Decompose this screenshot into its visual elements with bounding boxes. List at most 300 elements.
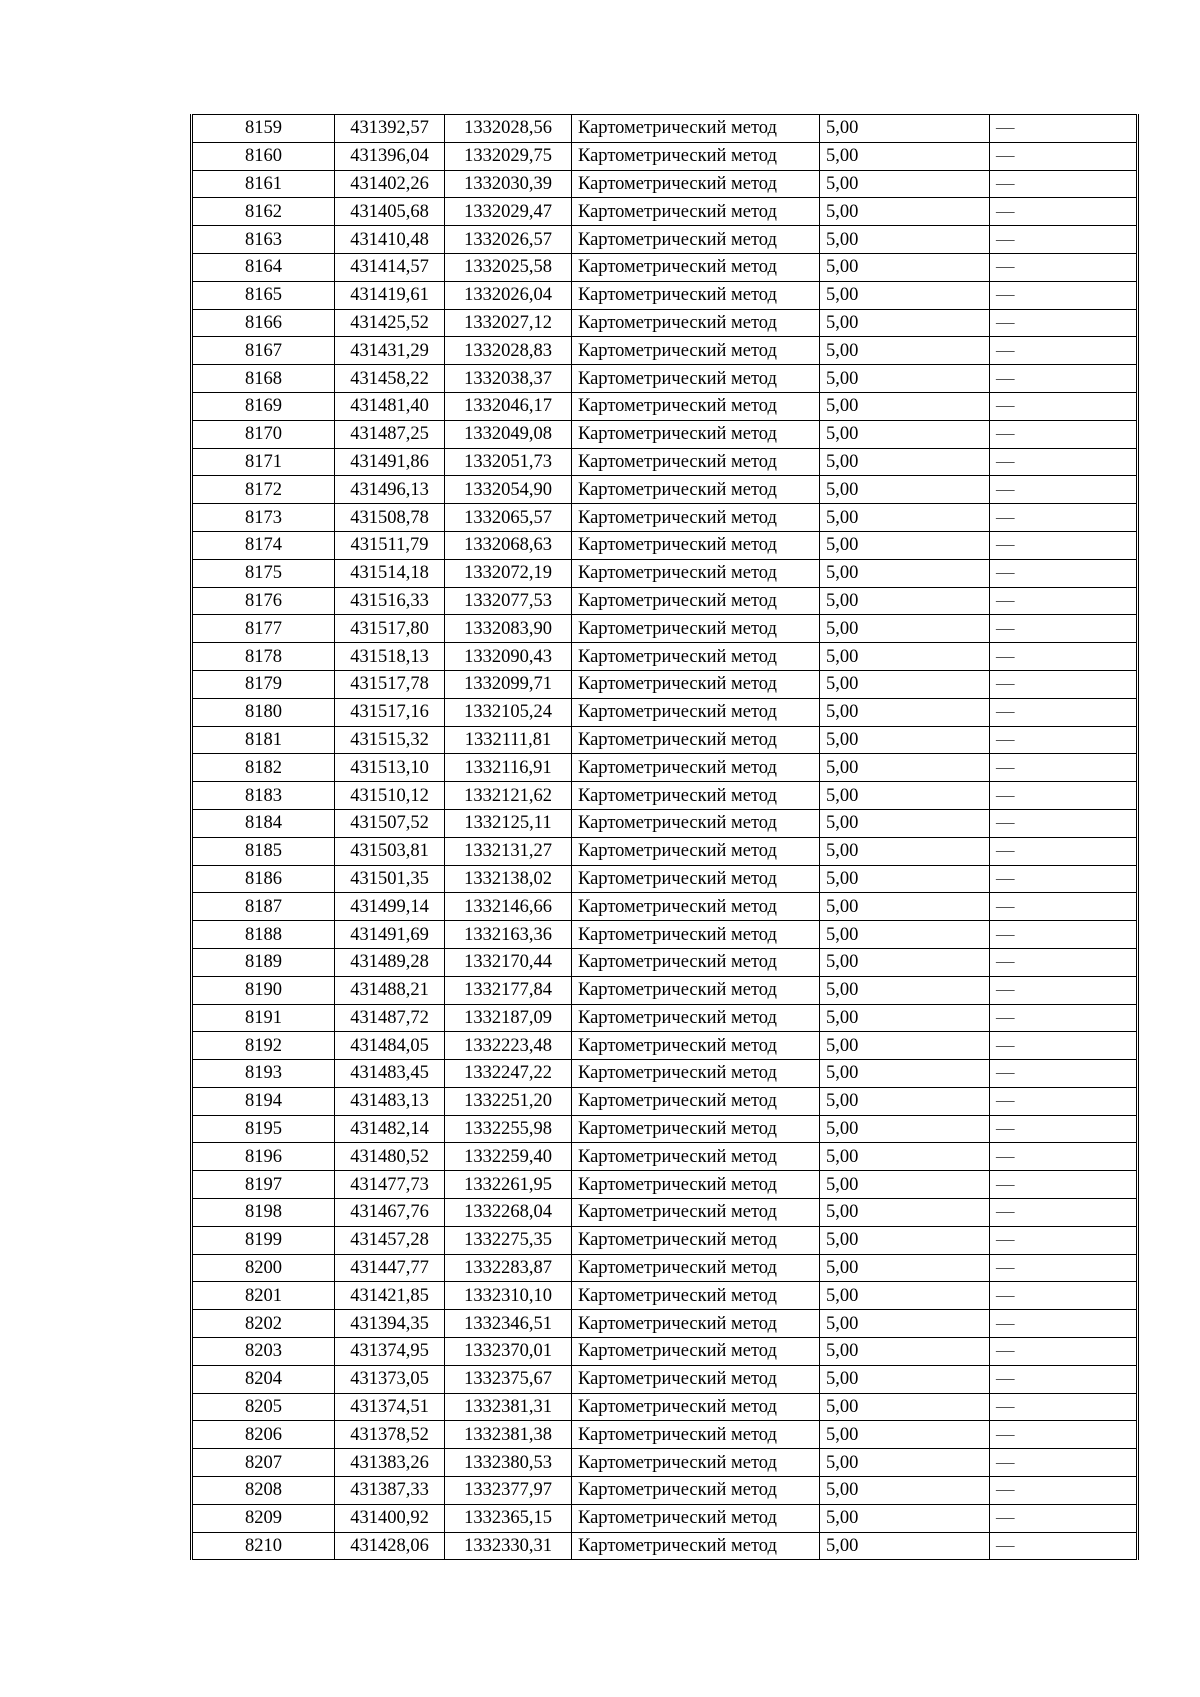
note-cell: —: [990, 670, 1138, 698]
table-row: [192, 782, 1138, 810]
table-row: [192, 1171, 1138, 1199]
accuracy-cell: 5,00: [820, 1254, 990, 1282]
x-coordinate-cell: 431457,28: [335, 1226, 445, 1254]
point-number-cell: 8178: [192, 643, 335, 671]
point-number-cell: 8160: [192, 142, 335, 170]
y-coordinate-cell: 1332381,31: [445, 1393, 572, 1421]
method-cell: Картометрический метод: [572, 976, 820, 1004]
note-cell: —: [990, 198, 1138, 226]
note-cell: —: [990, 1310, 1138, 1338]
y-coordinate-cell: 1332247,22: [445, 1060, 572, 1088]
point-number-cell: 8209: [192, 1504, 335, 1532]
x-coordinate-cell: 431491,86: [335, 448, 445, 476]
accuracy-cell: 5,00: [820, 115, 990, 143]
x-coordinate-cell: 431467,76: [335, 1199, 445, 1227]
x-coordinate-cell: 431383,26: [335, 1449, 445, 1477]
x-coordinate-cell: 431517,16: [335, 698, 445, 726]
point-number-cell: 8187: [192, 893, 335, 921]
method-cell: Картометрический метод: [572, 142, 820, 170]
table-row: [192, 837, 1138, 865]
method-cell: Картометрический метод: [572, 1254, 820, 1282]
x-coordinate-cell: 431402,26: [335, 170, 445, 198]
point-number-cell: 8176: [192, 587, 335, 615]
y-coordinate-cell: 1332131,27: [445, 837, 572, 865]
method-cell: Картометрический метод: [572, 337, 820, 365]
table-row: [192, 1143, 1138, 1171]
accuracy-cell: 5,00: [820, 1449, 990, 1477]
method-cell: Картометрический метод: [572, 809, 820, 837]
y-coordinate-cell: 1332030,39: [445, 170, 572, 198]
accuracy-cell: 5,00: [820, 1171, 990, 1199]
point-number-cell: 8200: [192, 1254, 335, 1282]
x-coordinate-cell: 431428,06: [335, 1532, 445, 1560]
y-coordinate-cell: 1332051,73: [445, 448, 572, 476]
point-number-cell: 8199: [192, 1226, 335, 1254]
table-row: [192, 1310, 1138, 1338]
coordinates-table: [190, 114, 1139, 1560]
table-row: [192, 643, 1138, 671]
method-cell: Картометрический метод: [572, 893, 820, 921]
point-number-cell: 8182: [192, 754, 335, 782]
accuracy-cell: 5,00: [820, 837, 990, 865]
table-row: [192, 198, 1138, 226]
point-number-cell: 8198: [192, 1199, 335, 1227]
accuracy-cell: 5,00: [820, 754, 990, 782]
table-row: [192, 1504, 1138, 1532]
method-cell: Картометрический метод: [572, 1477, 820, 1505]
table-row: [192, 615, 1138, 643]
point-number-cell: 8175: [192, 559, 335, 587]
y-coordinate-cell: 1332025,58: [445, 253, 572, 281]
x-coordinate-cell: 431447,77: [335, 1254, 445, 1282]
point-number-cell: 8206: [192, 1421, 335, 1449]
method-cell: Картометрический метод: [572, 1004, 820, 1032]
accuracy-cell: 5,00: [820, 615, 990, 643]
method-cell: Картометрический метод: [572, 1032, 820, 1060]
method-cell: Картометрический метод: [572, 865, 820, 893]
method-cell: Картометрический метод: [572, 559, 820, 587]
y-coordinate-cell: 1332125,11: [445, 809, 572, 837]
table-row: [192, 1004, 1138, 1032]
x-coordinate-cell: 431483,45: [335, 1060, 445, 1088]
accuracy-cell: 5,00: [820, 1115, 990, 1143]
note-cell: —: [990, 1532, 1138, 1560]
method-cell: Картометрический метод: [572, 1226, 820, 1254]
x-coordinate-cell: 431516,33: [335, 587, 445, 615]
note-cell: —: [990, 698, 1138, 726]
x-coordinate-cell: 431414,57: [335, 253, 445, 281]
accuracy-cell: 5,00: [820, 726, 990, 754]
y-coordinate-cell: 1332377,97: [445, 1477, 572, 1505]
table-row: [192, 253, 1138, 281]
accuracy-cell: 5,00: [820, 893, 990, 921]
y-coordinate-cell: 1332275,35: [445, 1226, 572, 1254]
accuracy-cell: 5,00: [820, 476, 990, 504]
point-number-cell: 8171: [192, 448, 335, 476]
point-number-cell: 8205: [192, 1393, 335, 1421]
y-coordinate-cell: 1332090,43: [445, 643, 572, 671]
method-cell: Картометрический метод: [572, 921, 820, 949]
method-cell: Картометрический метод: [572, 587, 820, 615]
table-row: [192, 1532, 1138, 1560]
x-coordinate-cell: 431480,52: [335, 1143, 445, 1171]
note-cell: —: [990, 559, 1138, 587]
accuracy-cell: 5,00: [820, 670, 990, 698]
method-cell: Картометрический метод: [572, 531, 820, 559]
table-row: [192, 392, 1138, 420]
point-number-cell: 8203: [192, 1338, 335, 1366]
method-cell: Картометрический метод: [572, 1449, 820, 1477]
point-number-cell: 8168: [192, 365, 335, 393]
method-cell: Картометрический метод: [572, 754, 820, 782]
table-row: [192, 1421, 1138, 1449]
method-cell: Картометрический метод: [572, 948, 820, 976]
y-coordinate-cell: 1332068,63: [445, 531, 572, 559]
y-coordinate-cell: 1332163,36: [445, 921, 572, 949]
point-number-cell: 8201: [192, 1282, 335, 1310]
x-coordinate-cell: 431517,78: [335, 670, 445, 698]
table-row: [192, 115, 1138, 143]
accuracy-cell: 5,00: [820, 309, 990, 337]
note-cell: —: [990, 1171, 1138, 1199]
method-cell: Картометрический метод: [572, 670, 820, 698]
x-coordinate-cell: 431396,04: [335, 142, 445, 170]
x-coordinate-cell: 431487,25: [335, 420, 445, 448]
table-row: [192, 504, 1138, 532]
x-coordinate-cell: 431374,51: [335, 1393, 445, 1421]
x-coordinate-cell: 431374,95: [335, 1338, 445, 1366]
x-coordinate-cell: 431508,78: [335, 504, 445, 532]
method-cell: Картометрический метод: [572, 615, 820, 643]
accuracy-cell: 5,00: [820, 1032, 990, 1060]
accuracy-cell: 5,00: [820, 1282, 990, 1310]
note-cell: —: [990, 1143, 1138, 1171]
x-coordinate-cell: 431511,79: [335, 531, 445, 559]
note-cell: —: [990, 1449, 1138, 1477]
table-row: [192, 698, 1138, 726]
point-number-cell: 8159: [192, 115, 335, 143]
y-coordinate-cell: 1332083,90: [445, 615, 572, 643]
accuracy-cell: 5,00: [820, 1365, 990, 1393]
accuracy-cell: 5,00: [820, 1421, 990, 1449]
x-coordinate-cell: 431387,33: [335, 1477, 445, 1505]
accuracy-cell: 5,00: [820, 921, 990, 949]
table-row: [192, 1477, 1138, 1505]
point-number-cell: 8196: [192, 1143, 335, 1171]
table-row: [192, 1282, 1138, 1310]
point-number-cell: 8186: [192, 865, 335, 893]
accuracy-cell: 5,00: [820, 226, 990, 254]
y-coordinate-cell: 1332251,20: [445, 1087, 572, 1115]
note-cell: —: [990, 392, 1138, 420]
accuracy-cell: 5,00: [820, 531, 990, 559]
table-row: [192, 1365, 1138, 1393]
method-cell: Картометрический метод: [572, 476, 820, 504]
note-cell: —: [990, 1199, 1138, 1227]
x-coordinate-cell: 431458,22: [335, 365, 445, 393]
point-number-cell: 8162: [192, 198, 335, 226]
x-coordinate-cell: 431431,29: [335, 337, 445, 365]
accuracy-cell: 5,00: [820, 782, 990, 810]
accuracy-cell: 5,00: [820, 1504, 990, 1532]
y-coordinate-cell: 1332077,53: [445, 587, 572, 615]
method-cell: Картометрический метод: [572, 309, 820, 337]
point-number-cell: 8179: [192, 670, 335, 698]
accuracy-cell: 5,00: [820, 976, 990, 1004]
table-row: [192, 337, 1138, 365]
note-cell: —: [990, 754, 1138, 782]
accuracy-cell: 5,00: [820, 948, 990, 976]
y-coordinate-cell: 1332259,40: [445, 1143, 572, 1171]
table-row: [192, 865, 1138, 893]
y-coordinate-cell: 1332381,38: [445, 1421, 572, 1449]
method-cell: Картометрический метод: [572, 448, 820, 476]
accuracy-cell: 5,00: [820, 1310, 990, 1338]
x-coordinate-cell: 431507,52: [335, 809, 445, 837]
method-cell: Картометрический метод: [572, 392, 820, 420]
y-coordinate-cell: 1332046,17: [445, 392, 572, 420]
point-number-cell: 8189: [192, 948, 335, 976]
note-cell: —: [990, 281, 1138, 309]
point-number-cell: 8190: [192, 976, 335, 1004]
method-cell: Картометрический метод: [572, 782, 820, 810]
x-coordinate-cell: 431483,13: [335, 1087, 445, 1115]
accuracy-cell: 5,00: [820, 420, 990, 448]
note-cell: —: [990, 1282, 1138, 1310]
note-cell: —: [990, 1504, 1138, 1532]
method-cell: Картометрический метод: [572, 837, 820, 865]
note-cell: —: [990, 531, 1138, 559]
note-cell: —: [990, 809, 1138, 837]
method-cell: Картометрический метод: [572, 643, 820, 671]
y-coordinate-cell: 1332375,67: [445, 1365, 572, 1393]
note-cell: —: [990, 142, 1138, 170]
x-coordinate-cell: 431421,85: [335, 1282, 445, 1310]
table-row: [192, 1060, 1138, 1088]
table-row: [192, 809, 1138, 837]
y-coordinate-cell: 1332255,98: [445, 1115, 572, 1143]
point-number-cell: 8188: [192, 921, 335, 949]
table-row: [192, 1393, 1138, 1421]
note-cell: —: [990, 615, 1138, 643]
accuracy-cell: 5,00: [820, 1199, 990, 1227]
accuracy-cell: 5,00: [820, 559, 990, 587]
note-cell: —: [990, 1115, 1138, 1143]
table-row: [192, 726, 1138, 754]
x-coordinate-cell: 431491,69: [335, 921, 445, 949]
note-cell: —: [990, 253, 1138, 281]
accuracy-cell: 5,00: [820, 198, 990, 226]
point-number-cell: 8172: [192, 476, 335, 504]
method-cell: Картометрический метод: [572, 1421, 820, 1449]
note-cell: —: [990, 948, 1138, 976]
accuracy-cell: 5,00: [820, 1226, 990, 1254]
method-cell: Картометрический метод: [572, 1087, 820, 1115]
y-coordinate-cell: 1332283,87: [445, 1254, 572, 1282]
point-number-cell: 8170: [192, 420, 335, 448]
y-coordinate-cell: 1332049,08: [445, 420, 572, 448]
table-row: [192, 281, 1138, 309]
y-coordinate-cell: 1332099,71: [445, 670, 572, 698]
y-coordinate-cell: 1332028,83: [445, 337, 572, 365]
method-cell: Картометрический метод: [572, 1115, 820, 1143]
note-cell: —: [990, 1254, 1138, 1282]
y-coordinate-cell: 1332346,51: [445, 1310, 572, 1338]
accuracy-cell: 5,00: [820, 170, 990, 198]
note-cell: —: [990, 837, 1138, 865]
accuracy-cell: 5,00: [820, 1060, 990, 1088]
y-coordinate-cell: 1332268,04: [445, 1199, 572, 1227]
point-number-cell: 8164: [192, 253, 335, 281]
point-number-cell: 8195: [192, 1115, 335, 1143]
note-cell: —: [990, 1032, 1138, 1060]
note-cell: —: [990, 587, 1138, 615]
note-cell: —: [990, 1226, 1138, 1254]
table-row: [192, 921, 1138, 949]
point-number-cell: 8165: [192, 281, 335, 309]
accuracy-cell: 5,00: [820, 337, 990, 365]
point-number-cell: 8181: [192, 726, 335, 754]
point-number-cell: 8169: [192, 392, 335, 420]
note-cell: —: [990, 643, 1138, 671]
y-coordinate-cell: 1332146,66: [445, 893, 572, 921]
note-cell: —: [990, 337, 1138, 365]
accuracy-cell: 5,00: [820, 1532, 990, 1560]
y-coordinate-cell: 1332310,10: [445, 1282, 572, 1310]
x-coordinate-cell: 431419,61: [335, 281, 445, 309]
y-coordinate-cell: 1332261,95: [445, 1171, 572, 1199]
accuracy-cell: 5,00: [820, 1477, 990, 1505]
point-number-cell: 8192: [192, 1032, 335, 1060]
note-cell: —: [990, 1060, 1138, 1088]
table-row: [192, 1254, 1138, 1282]
point-number-cell: 8191: [192, 1004, 335, 1032]
x-coordinate-cell: 431517,80: [335, 615, 445, 643]
method-cell: Картометрический метод: [572, 698, 820, 726]
x-coordinate-cell: 431496,13: [335, 476, 445, 504]
point-number-cell: 8207: [192, 1449, 335, 1477]
table-row: [192, 476, 1138, 504]
x-coordinate-cell: 431405,68: [335, 198, 445, 226]
y-coordinate-cell: 1332138,02: [445, 865, 572, 893]
point-number-cell: 8210: [192, 1532, 335, 1560]
table-row: [192, 1338, 1138, 1366]
x-coordinate-cell: 431510,12: [335, 782, 445, 810]
x-coordinate-cell: 431392,57: [335, 115, 445, 143]
method-cell: Картометрический метод: [572, 726, 820, 754]
note-cell: —: [990, 1338, 1138, 1366]
point-number-cell: 8204: [192, 1365, 335, 1393]
point-number-cell: 8208: [192, 1477, 335, 1505]
method-cell: Картометрический метод: [572, 1282, 820, 1310]
table-row: [192, 1226, 1138, 1254]
note-cell: —: [990, 309, 1138, 337]
note-cell: —: [990, 893, 1138, 921]
accuracy-cell: 5,00: [820, 142, 990, 170]
note-cell: —: [990, 170, 1138, 198]
x-coordinate-cell: 431499,14: [335, 893, 445, 921]
x-coordinate-cell: 431425,52: [335, 309, 445, 337]
point-number-cell: 8173: [192, 504, 335, 532]
y-coordinate-cell: 1332054,90: [445, 476, 572, 504]
accuracy-cell: 5,00: [820, 1338, 990, 1366]
x-coordinate-cell: 431477,73: [335, 1171, 445, 1199]
y-coordinate-cell: 1332029,47: [445, 198, 572, 226]
method-cell: Картометрический метод: [572, 365, 820, 393]
note-cell: —: [990, 921, 1138, 949]
table-row: [192, 142, 1138, 170]
table-row: [192, 1115, 1138, 1143]
y-coordinate-cell: 1332105,24: [445, 698, 572, 726]
point-number-cell: 8185: [192, 837, 335, 865]
method-cell: Картометрический метод: [572, 1199, 820, 1227]
x-coordinate-cell: 431378,52: [335, 1421, 445, 1449]
x-coordinate-cell: 431501,35: [335, 865, 445, 893]
note-cell: —: [990, 504, 1138, 532]
table-row: [192, 1449, 1138, 1477]
note-cell: —: [990, 1477, 1138, 1505]
note-cell: —: [990, 448, 1138, 476]
accuracy-cell: 5,00: [820, 587, 990, 615]
y-coordinate-cell: 1332187,09: [445, 1004, 572, 1032]
table-row: [192, 754, 1138, 782]
note-cell: —: [990, 226, 1138, 254]
table-row: [192, 309, 1138, 337]
method-cell: Картометрический метод: [572, 281, 820, 309]
method-cell: Картометрический метод: [572, 504, 820, 532]
method-cell: Картометрический метод: [572, 1532, 820, 1560]
y-coordinate-cell: 1332027,12: [445, 309, 572, 337]
point-number-cell: 8163: [192, 226, 335, 254]
table-row: [192, 170, 1138, 198]
table-row: [192, 531, 1138, 559]
table-row: [192, 587, 1138, 615]
x-coordinate-cell: 431488,21: [335, 976, 445, 1004]
x-coordinate-cell: 431481,40: [335, 392, 445, 420]
y-coordinate-cell: 1332026,04: [445, 281, 572, 309]
point-number-cell: 8167: [192, 337, 335, 365]
point-number-cell: 8183: [192, 782, 335, 810]
accuracy-cell: 5,00: [820, 809, 990, 837]
accuracy-cell: 5,00: [820, 253, 990, 281]
y-coordinate-cell: 1332177,84: [445, 976, 572, 1004]
x-coordinate-cell: 431515,32: [335, 726, 445, 754]
x-coordinate-cell: 431400,92: [335, 1504, 445, 1532]
y-coordinate-cell: 1332111,81: [445, 726, 572, 754]
table-row: [192, 226, 1138, 254]
method-cell: Картометрический метод: [572, 253, 820, 281]
accuracy-cell: 5,00: [820, 643, 990, 671]
table-row: [192, 448, 1138, 476]
accuracy-cell: 5,00: [820, 504, 990, 532]
method-cell: Картометрический метод: [572, 1338, 820, 1366]
y-coordinate-cell: 1332038,37: [445, 365, 572, 393]
y-coordinate-cell: 1332370,01: [445, 1338, 572, 1366]
accuracy-cell: 5,00: [820, 1004, 990, 1032]
table-row: [192, 1032, 1138, 1060]
point-number-cell: 8180: [192, 698, 335, 726]
method-cell: Картометрический метод: [572, 1393, 820, 1421]
x-coordinate-cell: 431373,05: [335, 1365, 445, 1393]
note-cell: —: [990, 1393, 1138, 1421]
accuracy-cell: 5,00: [820, 865, 990, 893]
accuracy-cell: 5,00: [820, 1143, 990, 1171]
note-cell: —: [990, 1365, 1138, 1393]
note-cell: —: [990, 365, 1138, 393]
y-coordinate-cell: 1332380,53: [445, 1449, 572, 1477]
method-cell: Картометрический метод: [572, 1310, 820, 1338]
y-coordinate-cell: 1332121,62: [445, 782, 572, 810]
